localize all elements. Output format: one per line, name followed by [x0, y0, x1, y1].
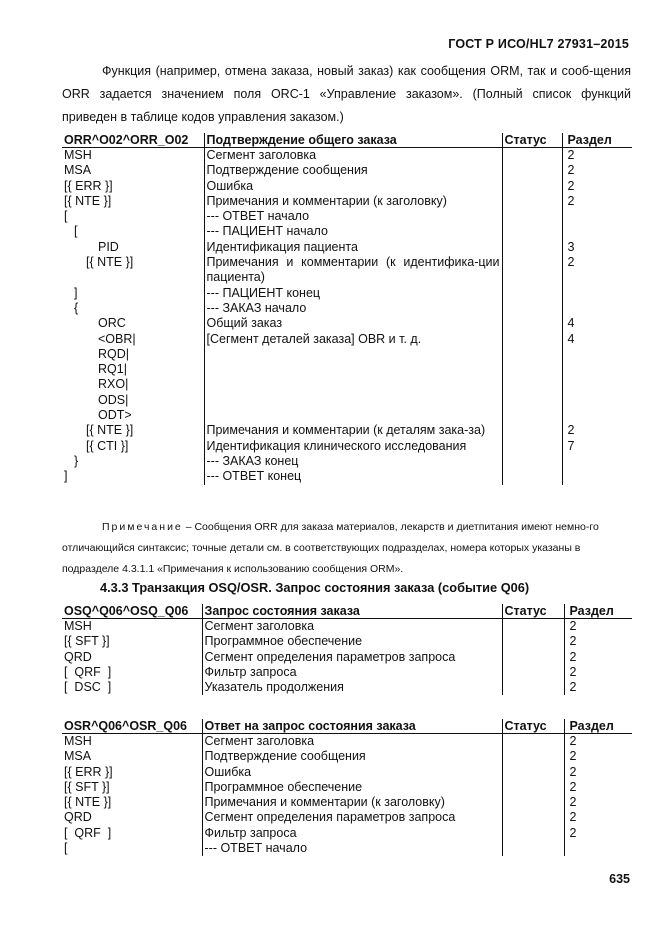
segment-description-cell: --- ОТВЕТ начало — [202, 841, 502, 856]
table-row — [62, 810, 632, 825]
segment-code-cell: MSA — [62, 163, 204, 178]
segment-description-cell: Подтверждение сообщения — [202, 749, 502, 764]
segment-code-cell: [{ SFT }] — [62, 634, 202, 649]
segment-description-cell: Общий заказ — [204, 316, 502, 331]
table-row — [62, 650, 632, 665]
section-cell: 2 — [567, 193, 575, 208]
segment-code-cell: [{ NTE }] — [62, 194, 204, 209]
section-cell — [562, 408, 632, 423]
section-cell — [562, 393, 632, 408]
status-cell — [502, 749, 564, 764]
segment-description-cell: Ошибка — [202, 765, 502, 780]
segment-code-cell: RXO| — [62, 377, 204, 392]
status-cell — [502, 194, 562, 209]
segment-description-cell: Сегмент заголовка — [202, 734, 502, 750]
segment-code-cell: [{ NTE }] — [62, 795, 202, 810]
column-header-status: Статус — [502, 604, 564, 619]
segment-description-cell: --- ПАЦИЕНТ конец — [204, 286, 502, 301]
table-row — [62, 393, 632, 408]
segment-description-cell: Сегмент определения параметров запроса — [202, 650, 502, 665]
status-cell — [502, 148, 562, 164]
section-cell — [562, 362, 632, 377]
table-row — [62, 148, 632, 164]
section-cell — [562, 301, 632, 316]
status-cell — [502, 680, 564, 695]
note-paragraph — [62, 517, 631, 580]
segment-description-cell: Указатель продолжения — [202, 680, 502, 695]
table-row — [62, 841, 632, 856]
segment-code-cell: <OBR| — [62, 332, 204, 347]
section-cell: 3 — [567, 239, 575, 254]
segment-description-cell: --- ЗАКАЗ начало — [204, 301, 502, 316]
section-cell — [564, 841, 632, 856]
segment-description-cell: Программное обеспечение — [202, 780, 502, 795]
segment-description-cell — [204, 377, 502, 392]
section-cell: 2 — [569, 749, 577, 764]
segment-description-cell: --- ПАЦИЕНТ начало — [204, 224, 502, 239]
table-row — [62, 224, 632, 239]
segment-code-cell: [{ CTI }] — [62, 439, 204, 454]
section-cell: 2 — [569, 619, 577, 633]
table-row — [62, 439, 632, 454]
segment-code-cell: [{ ERR }] — [62, 765, 202, 780]
table-row — [62, 780, 632, 795]
page-header: ГОСТ Р ИСО/HL7 27931–2015 — [448, 37, 629, 51]
status-cell — [502, 795, 564, 810]
column-header-section: Раздел — [564, 719, 632, 734]
section-cell: 2 — [567, 178, 575, 193]
table-header-row — [62, 604, 632, 619]
segment-description-cell: Примечания и комментарии (к заголовку) — [204, 194, 502, 209]
table-row — [62, 347, 632, 362]
table-row — [62, 179, 632, 194]
section-cell: 2 — [567, 255, 575, 270]
segment-code-cell: [ — [62, 209, 204, 224]
table-row — [62, 680, 632, 695]
status-cell — [502, 163, 562, 178]
section-cell: 2 — [569, 825, 577, 840]
segment-code-cell: QRD — [62, 810, 202, 825]
segment-code-cell: PID — [62, 240, 204, 255]
status-cell — [502, 224, 562, 239]
section-cell: 2 — [569, 764, 577, 779]
intro-paragraph — [62, 60, 631, 129]
note-lead: Примечание — [102, 521, 183, 533]
status-cell — [502, 469, 562, 484]
segment-code-cell: ] — [62, 469, 204, 484]
segment-description-cell — [204, 408, 502, 423]
status-cell — [502, 619, 564, 635]
section-cell — [562, 224, 632, 239]
section-cell: 2 — [569, 664, 577, 679]
status-cell — [502, 810, 564, 825]
table-row — [62, 377, 632, 392]
segment-code-cell: MSH — [62, 619, 202, 635]
table-row — [62, 765, 632, 780]
status-cell — [502, 362, 562, 377]
segment-code-cell: RQ1| — [62, 362, 204, 377]
segment-description-cell: Сегмент заголовка — [204, 148, 502, 164]
segment-code-cell: QRD — [62, 650, 202, 665]
table-row — [62, 423, 632, 438]
status-cell — [502, 665, 564, 680]
segment-code-cell: { — [62, 301, 204, 316]
segment-code-cell: MSA — [62, 749, 202, 764]
section-cell: 2 — [567, 423, 575, 438]
column-header-description: Ответ на запрос состояния заказа — [202, 719, 502, 734]
table-row — [62, 209, 632, 224]
segment-code-cell: ] — [62, 286, 204, 301]
table-row — [62, 665, 632, 680]
status-cell — [502, 765, 564, 780]
section-cell: 4 — [567, 331, 575, 346]
segment-code-cell: MSH — [62, 148, 204, 164]
table-row — [62, 240, 632, 255]
status-cell — [502, 423, 562, 438]
status-cell — [502, 780, 564, 795]
osq-message-table — [62, 604, 632, 695]
status-cell — [502, 408, 562, 423]
table-row — [62, 619, 632, 635]
segment-description-cell: Идентификация клинического исследования — [204, 439, 502, 454]
status-cell — [502, 439, 562, 454]
column-header-section: Раздел — [564, 604, 632, 619]
section-cell: 4 — [567, 316, 575, 331]
table-row — [62, 362, 632, 377]
status-cell — [502, 347, 562, 362]
column-header-code: OSQ^Q06^OSQ_Q06 — [62, 604, 202, 619]
segment-description-cell: Примечания и комментарии (к деталям зака-за) — [204, 423, 502, 438]
section-cell — [562, 377, 632, 392]
section-heading: 4.3.3 Транзакция OSQ/OSR. Запрос состояния заказа (событие Q06) — [100, 580, 530, 595]
section-cell: 2 — [567, 148, 575, 162]
status-cell — [502, 377, 562, 392]
table-row — [62, 795, 632, 810]
status-cell — [502, 393, 562, 408]
segment-description-cell: Примечания и комментарии (к идентифика-ции пациента) — [204, 255, 502, 286]
section-cell: 7 — [567, 438, 575, 453]
table-row — [62, 255, 632, 286]
section-cell — [562, 209, 632, 224]
section-cell: 2 — [569, 649, 577, 664]
section-cell: 2 — [569, 634, 577, 649]
segment-description-cell: Программное обеспечение — [202, 634, 502, 649]
table-row — [62, 286, 632, 301]
segment-code-cell: MSH — [62, 734, 202, 750]
status-cell — [502, 286, 562, 301]
table-row — [62, 469, 632, 484]
status-cell — [502, 734, 564, 750]
table-row — [62, 749, 632, 764]
intro-text: Функция (например, отмена заказа, новый заказ) как сообщения ORM, так и сооб-щения ORR задается значением поля ORC-1 «Управление заказом». (Полный список функций приведен в таблице кодов управления заказом.) — [62, 64, 631, 124]
table-row — [62, 194, 632, 209]
segment-code-cell: ODS| — [62, 393, 204, 408]
note-text: – Сообщения ORR для заказа материалов, лекарств и диетпитания имеют немно-го отличающийся синтаксис; точные детали см. в соответствующих подразделах, номера которых указаны в подразделе 4.3.1.1 «Примечания к использованию сообщения ORM». — [62, 521, 599, 575]
segment-description-cell: --- ОТВЕТ конец — [204, 469, 502, 484]
table-row — [62, 634, 632, 649]
section-cell: 2 — [567, 163, 575, 178]
section-cell: 2 — [569, 795, 577, 810]
segment-description-cell — [204, 362, 502, 377]
segment-code-cell: [ QRF ] — [62, 826, 202, 841]
status-cell — [502, 826, 564, 841]
section-cell — [562, 286, 632, 301]
segment-code-cell: [ QRF ] — [62, 665, 202, 680]
table-row — [62, 454, 632, 469]
segment-code-cell: [{ ERR }] — [62, 179, 204, 194]
segment-description-cell: Сегмент определения параметров запроса — [202, 810, 502, 825]
section-cell: 2 — [569, 810, 577, 825]
column-header-section: Раздел — [562, 133, 632, 148]
orr-message-table — [62, 133, 632, 485]
table-header-row — [62, 719, 632, 734]
table-header-row — [62, 133, 632, 148]
column-header-status: Статус — [502, 133, 562, 148]
status-cell — [502, 240, 562, 255]
segment-description-cell — [204, 347, 502, 362]
column-header-status: Статус — [502, 719, 564, 734]
table-row — [62, 316, 632, 331]
segment-code-cell: [{ SFT }] — [62, 780, 202, 795]
segment-description-cell: Идентификация пациента — [204, 240, 502, 255]
osr-message-table — [62, 719, 632, 856]
segment-description-cell: Примечания и комментарии (к заголовку) — [202, 795, 502, 810]
table-row — [62, 734, 632, 750]
segment-description-cell: --- ОТВЕТ начало — [204, 209, 502, 224]
status-cell — [502, 179, 562, 194]
segment-code-cell: ODT> — [62, 408, 204, 423]
status-cell — [502, 316, 562, 331]
segment-description-cell: [Сегмент деталей заказа] OBR и т. д. — [204, 332, 502, 347]
segment-description-cell: Подтверждение сообщения — [204, 163, 502, 178]
segment-description-cell: Ошибка — [204, 179, 502, 194]
segment-description-cell: Фильтр запроса — [202, 665, 502, 680]
status-cell — [502, 634, 564, 649]
segment-code-cell: [ — [62, 841, 202, 856]
segment-description-cell: --- ЗАКАЗ конец — [204, 454, 502, 469]
column-header-description: Запрос состояния заказа — [202, 604, 502, 619]
segment-description-cell: Сегмент заголовка — [202, 619, 502, 635]
status-cell — [502, 301, 562, 316]
segment-code-cell: ORC — [62, 316, 204, 331]
status-cell — [502, 841, 564, 856]
column-header-description: Подтверждение общего заказа — [204, 133, 502, 148]
segment-code-cell: [ DSC ] — [62, 680, 202, 695]
page-number: 635 — [609, 872, 630, 886]
status-cell — [502, 209, 562, 224]
segment-code-cell: RQD| — [62, 347, 204, 362]
column-header-code: ORR^O02^ORR_O02 — [62, 133, 204, 148]
column-header-code: OSR^Q06^OSR_Q06 — [62, 719, 202, 734]
table-row — [62, 163, 632, 178]
table-row — [62, 332, 632, 347]
segment-code-cell: } — [62, 454, 204, 469]
section-cell — [562, 347, 632, 362]
segment-code-cell: [{ NTE }] — [62, 423, 204, 438]
status-cell — [502, 332, 562, 347]
segment-code-cell: [ — [62, 224, 204, 239]
section-cell: 2 — [569, 680, 577, 695]
section-cell: 2 — [569, 734, 577, 748]
section-cell — [562, 469, 632, 484]
status-cell — [502, 255, 562, 286]
section-cell: 2 — [569, 779, 577, 794]
segment-description-cell: Фильтр запроса — [202, 826, 502, 841]
segment-code-cell: [{ NTE }] — [62, 255, 204, 286]
table-row — [62, 301, 632, 316]
table-row — [62, 826, 632, 841]
section-cell — [562, 454, 632, 469]
segment-description-cell — [204, 393, 502, 408]
table-row — [62, 408, 632, 423]
status-cell — [502, 454, 562, 469]
status-cell — [502, 650, 564, 665]
